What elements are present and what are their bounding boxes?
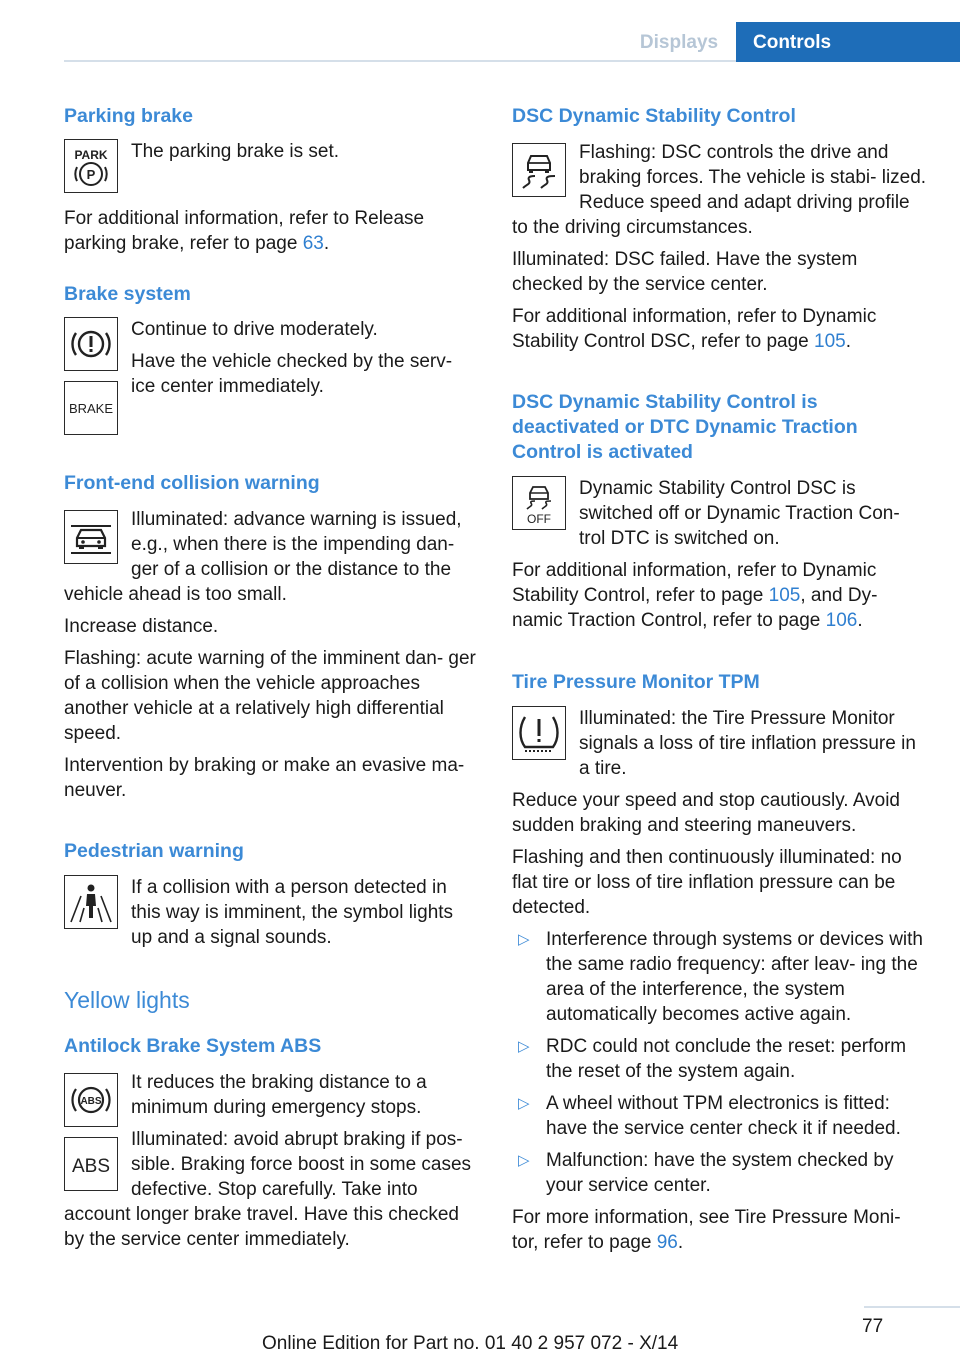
svg-text:P: P (86, 167, 96, 182)
indicator-front-end-collision (64, 507, 478, 803)
front-end-collision-text-1: Illuminated: advance warning is issued, e.g., when there is the impending dan‐ ger of a collision or the distance to the vehicle ahead is too small. (64, 509, 462, 605)
indicator-abs (64, 1070, 478, 1252)
page-link-105b[interactable]: 105 (768, 585, 801, 606)
tab-displays[interactable]: Displays (639, 32, 719, 53)
tire-pressure-icon (512, 706, 566, 760)
abs-text-2: Illuminated: avoid abrupt braking if pos‐ sible. Braking force boost in some cases defective. Stop carefully. Take into account longer brake travel. Have this checked by the service center immediately. (64, 1129, 472, 1250)
front-end-collision-text-2: Increase distance. (64, 616, 219, 637)
tpm-text-2: Reduce your speed and stop cautiously. Avoid sudden braking and steering maneuvers. (512, 790, 900, 836)
indicator-tpm (512, 706, 928, 781)
dsc-text-1: Flashing: DSC controls the drive and braking forces. The vehicle is stabi‐ lized. Reduce speed and adapt driving profile to the driving circumstances. (512, 142, 927, 238)
brake-system-text-1: Continue to drive moderately. (131, 319, 378, 340)
svg-text:BRAKE: BRAKE (68, 401, 114, 416)
pedestrian-warning-text: If a collision with a person detected in this way is imminent, the symbol lights up and a signal sounds. (131, 877, 454, 948)
svg-text:ABS: ABS (71, 1156, 111, 1177)
footer-edition: Online Edition for Part no. 01 40 2 957 072 - X/14 (262, 1333, 679, 1354)
section-heading-tpm: Tire Pressure Monitor TPM (512, 671, 760, 693)
list-item: ▷ Interference through systems or devices with the same radio frequency: after leav‐ ing the area of the interference, the system automatically becomes active again. (518, 929, 924, 1025)
section-heading-brake-system: Brake system (64, 283, 191, 305)
abs-circle-icon (64, 1073, 118, 1127)
tpm-bullet-list (512, 927, 928, 1198)
page-link-105[interactable]: 105 (814, 331, 846, 352)
indicator-parking-brake (64, 139, 478, 193)
parking-brake-more-info: For additional information, refer to Release parking brake, refer to page 63. (64, 208, 425, 254)
section-heading-dsc-off: DSC Dynamic Stability Control is deactivated or DTC Dynamic Traction Control is activated (512, 391, 858, 463)
tpm-more-info: For more information, see Tire Pressure Moni‐ tor, refer to page 96. (512, 1207, 901, 1253)
page-number: 77 (862, 1316, 884, 1337)
front-end-collision-text-4: Intervention by braking or make an evasive ma‐ neuver. (64, 755, 465, 801)
svg-text:ABS: ABS (80, 1096, 102, 1107)
left-column (64, 100, 478, 1252)
section-heading-abs: Antilock Brake System ABS (64, 1035, 322, 1057)
list-item: ▷ RDC could not conclude the reset: perform the reset of the system again. (518, 1036, 907, 1082)
abs-text-1: It reduces the braking distance to a minimum during emergency stops. (131, 1072, 427, 1118)
page-link-63[interactable]: 63 (302, 233, 324, 254)
dsc-more-info: For additional information, refer to Dynamic Stability Control DSC, refer to page 105. (512, 306, 877, 352)
brake-system-text-2: Have the vehicle checked by the serv‐ ice center immediately. (131, 351, 453, 397)
list-item: ▷ Malfunction: have the system checked by your service center. (518, 1150, 894, 1196)
section-heading-dsc: DSC Dynamic Stability Control (512, 105, 796, 127)
indicator-brake-system (64, 317, 478, 435)
parking-brake-text: The parking brake is set. (131, 141, 340, 162)
section-heading-parking-brake: Parking brake (64, 105, 193, 127)
indicator-dsc-off (512, 476, 928, 551)
page-link-106[interactable]: 106 (825, 610, 858, 631)
tpm-text: Illuminated: the Tire Pressure Monitor signals a loss of tire inflation pressure in a tire. (579, 708, 916, 779)
tpm-text-3: Flashing and then continuously illuminated: no flat tire or loss of tire inflation pressure can be detected. (512, 847, 902, 918)
section-heading-front-end-collision: Front-end collision warning (64, 472, 320, 494)
page-link-96[interactable]: 96 (656, 1232, 678, 1253)
section-heading-yellow-lights: Yellow lights (64, 987, 190, 1013)
brake-text-icon (64, 381, 118, 435)
abs-text-icon (64, 1137, 118, 1191)
svg-text:PARK: PARK (74, 148, 108, 162)
pedestrian-icon (64, 875, 118, 929)
dsc-off-icon (512, 476, 566, 530)
indicator-pedestrian-warning (64, 875, 478, 950)
svg-text:OFF: OFF (527, 512, 551, 526)
park-brake-icon (64, 139, 118, 193)
brake-warning-icon (64, 317, 118, 371)
front-end-collision-text-3: Flashing: acute warning of the imminent dan‐ ger of a collision when the vehicle approaches another vehicle at a relatively high differential speed. (64, 648, 476, 744)
tab-controls[interactable]: Controls (736, 22, 960, 62)
dsc-text-2: Illuminated: DSC failed. Have the system checked by the service center. (512, 249, 858, 295)
footer-rule (864, 1306, 960, 1308)
page-header (0, 0, 960, 62)
indicator-dsc (512, 140, 928, 354)
car-warning-icon (64, 510, 118, 564)
dsc-skid-icon (512, 143, 566, 197)
right-column (512, 100, 928, 1255)
list-item: ▷ A wheel without TPM electronics is fitted: have the service center check it if needed. (518, 1093, 901, 1139)
dsc-off-text: Dynamic Stability Control DSC is switched off or Dynamic Traction Con‐ trol DTC is switched on. (579, 478, 900, 549)
section-heading-pedestrian-warning: Pedestrian warning (64, 840, 244, 862)
dsc-off-more-info: For additional information, refer to Dynamic Stability Control, refer to page 105, and Dy‐ namic Traction Control, refer to page 106. (512, 560, 878, 631)
